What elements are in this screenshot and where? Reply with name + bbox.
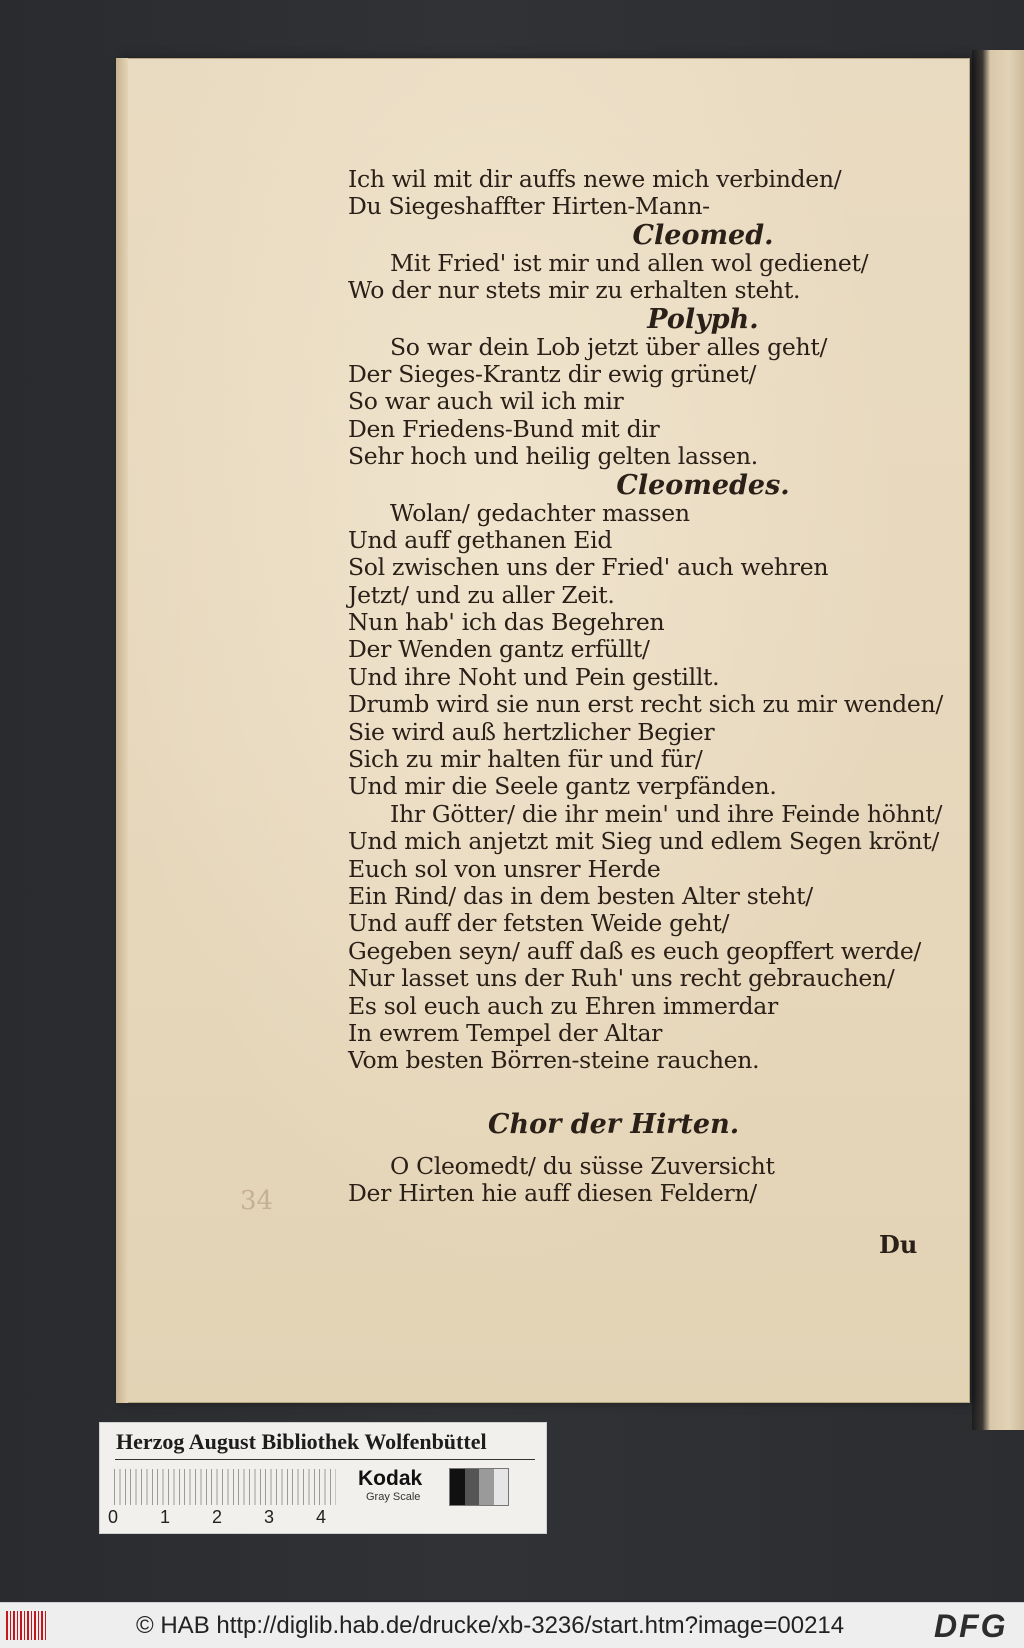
verse-line: Es sol euch auch zu Ehren immerdar <box>348 991 778 1020</box>
catchword: Du <box>879 1230 918 1259</box>
verse-line: Den Friedens-Bund mit dir <box>348 414 660 443</box>
gray-swatch <box>494 1469 509 1505</box>
show-through-mark: 34 <box>240 1186 274 1216</box>
kodak-brand: Kodak <box>358 1467 423 1490</box>
dfg-logo: DFG <box>934 1608 1008 1644</box>
scale-number: 3 <box>264 1507 275 1527</box>
scale-number: 0 <box>108 1507 119 1527</box>
verse-line: Du Siegeshaffter Hirten-Mann- <box>348 192 710 221</box>
verse-line: Gegeben seyn/ auff daß es euch geopffert werde/ <box>348 936 922 965</box>
verse-line: Nur lasset uns der Ruh' uns recht gebrauchen/ <box>348 964 895 993</box>
book-page <box>116 58 970 1403</box>
color-scale-card <box>100 1423 546 1533</box>
footer-url[interactable]: © HAB http://diglib.hab.de/drucke/xb-3236/start.htm?image=00214 <box>136 1612 845 1639</box>
footer-bar <box>0 1602 1024 1648</box>
verse-line: Der Wenden gantz erfüllt/ <box>348 635 650 664</box>
verse-line: Wo der nur stets mir zu erhalten steht. <box>348 276 801 305</box>
verse-line: Und auff der fetsten Weide geht/ <box>348 909 730 938</box>
verse-line: In ewrem Tempel der Altar <box>348 1018 663 1047</box>
scale-number: 1 <box>160 1507 171 1527</box>
scale-number: 4 <box>316 1507 327 1527</box>
verse-line: Und auff gethanen Eid <box>348 525 613 554</box>
verse-line: Vom besten Börren-steine rauchen. <box>348 1046 760 1075</box>
library-name: Herzog August Bibliothek Wolfenbüttel <box>116 1429 487 1454</box>
section-gap <box>348 1075 918 1105</box>
verse-line: Der Hirten hie auff diesen Feldern/ <box>348 1179 757 1208</box>
verse-line: Und ihre Noht und Pein gestillt. <box>348 662 720 691</box>
speaker-name: Cleomedes. <box>616 469 790 501</box>
speaker-name: Polyph. <box>647 303 759 335</box>
verse-line: Ein Rind/ das in dem besten Alter steht/ <box>348 881 813 910</box>
gray-swatches <box>450 1469 508 1505</box>
verse-line: Ich wil mit dir auffs newe mich verbinden/ <box>348 165 842 193</box>
verse-line: Nun hab' ich das Begehren <box>348 608 665 637</box>
gray-swatch <box>450 1469 465 1505</box>
verse-line: O Cleomedt/ du süsse Zuversicht <box>390 1151 775 1180</box>
barcode-icon <box>6 1611 48 1640</box>
gray-scale-label: Gray Scale <box>366 1491 421 1503</box>
scale-number: 2 <box>212 1507 223 1527</box>
gray-swatch <box>479 1469 494 1505</box>
verse-line: Drumb wird sie nun erst recht sich zu mir wenden/ <box>348 690 943 719</box>
verse-line: Sol zwischen uns der Fried' auch wehren <box>348 553 829 582</box>
page-text <box>348 165 943 1208</box>
verse-line: So war dein Lob jetzt über alles geht/ <box>390 332 828 361</box>
verse-line: Wolan/ gedachter massen <box>390 498 690 527</box>
verse-line: Sie wird auß hertzlicher Begier <box>348 717 715 746</box>
ruler-line <box>115 1459 535 1460</box>
verse-line: Ihr Götter/ die ihr mein' und ihre Feinde höhnt/ <box>390 799 943 828</box>
verse-line: Sehr hoch und heilig gelten lassen. <box>348 442 758 471</box>
verse-line: Euch sol von unsrer Herde <box>348 854 661 883</box>
verse-line: Und mir die Seele gantz verpfänden. <box>348 772 777 801</box>
verse-line: Sich zu mir halten für und für/ <box>348 745 703 774</box>
verse-line: Der Sieges-Krantz dir ewig grünet/ <box>348 359 757 388</box>
next-leaf-edge <box>972 50 1024 1430</box>
gray-swatch <box>465 1469 480 1505</box>
verse-line: Und mich anjetzt mit Sieg und edlem Segen krönt/ <box>348 827 940 856</box>
verse-line: Mit Fried' ist mir und allen wol gedienet/ <box>390 248 869 277</box>
verse-line: Jetzt/ und zu aller Zeit. <box>348 580 615 609</box>
verse-line: So war auch wil ich mir <box>348 387 624 416</box>
ruler-ticks <box>114 1469 336 1505</box>
speaker-name: Cleomed. <box>632 219 774 251</box>
page-gutter <box>116 58 128 1403</box>
chorus-heading: Chor der Hirten. <box>488 1108 740 1140</box>
